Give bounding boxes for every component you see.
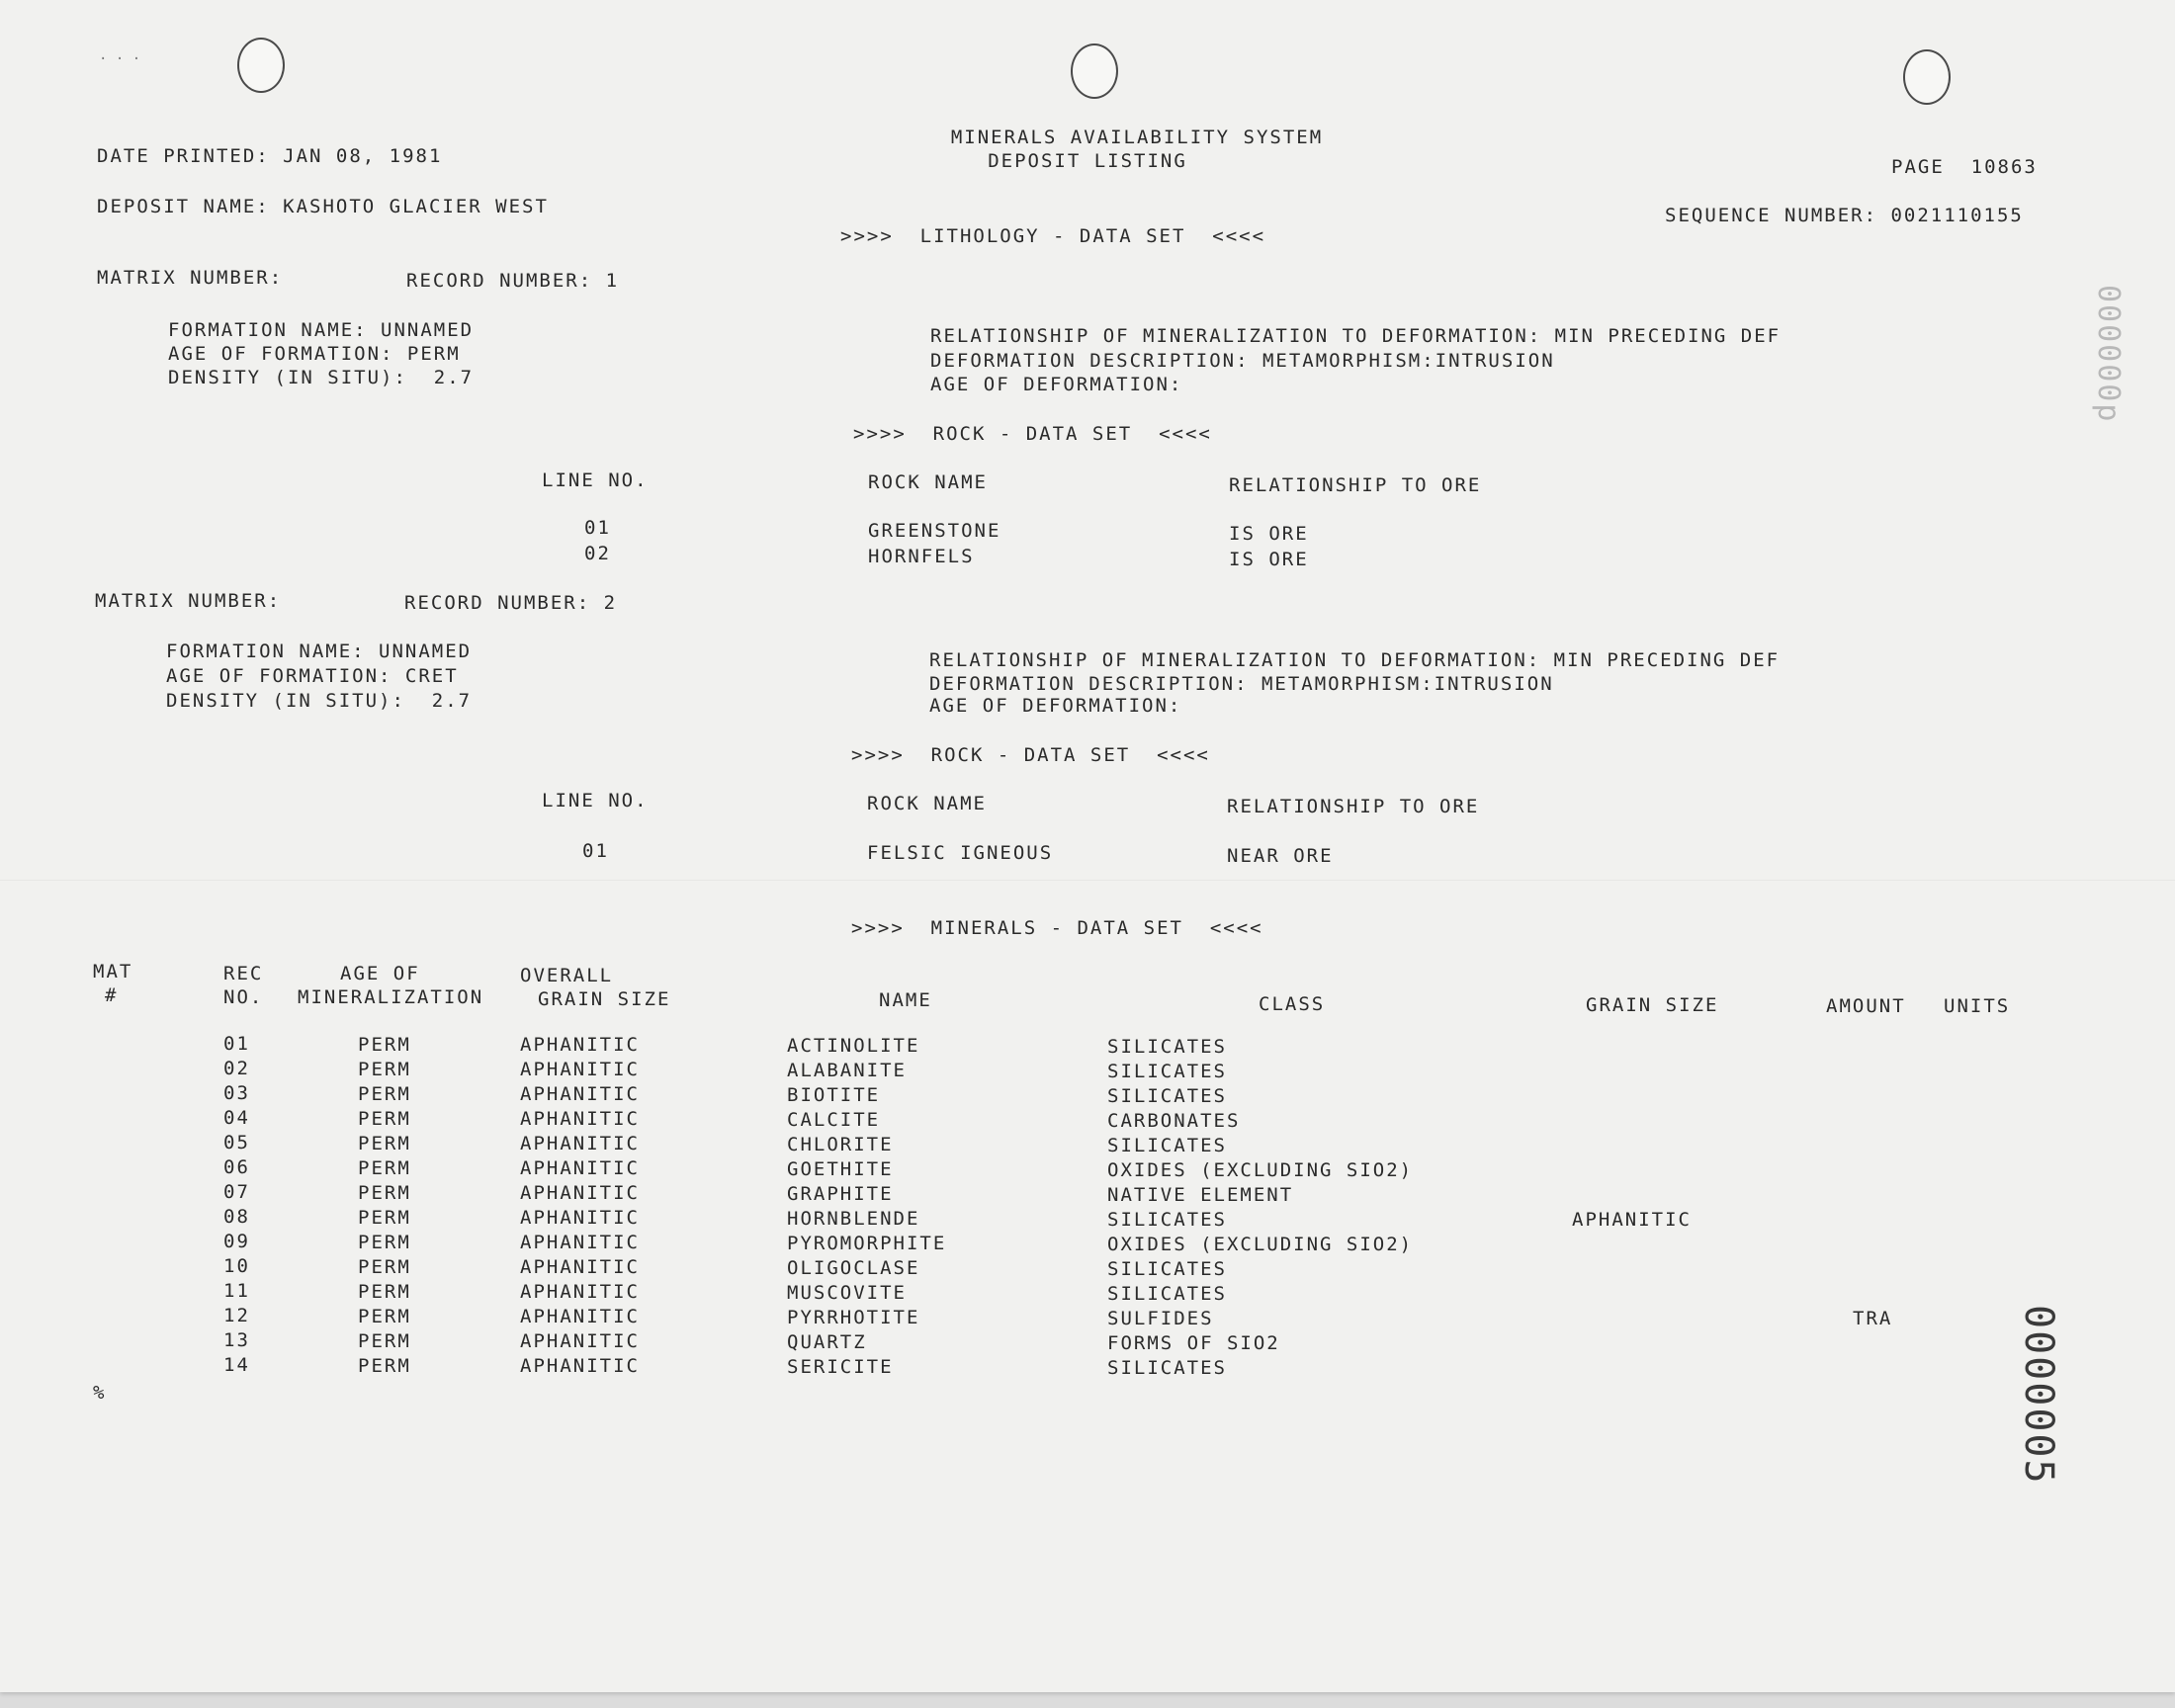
rock-name: HORNFELS [868, 546, 975, 567]
rock-line-no: 01 [584, 517, 611, 539]
cell-class: SILICATES [1107, 1209, 1227, 1231]
mat-percent-mark: % [93, 1382, 107, 1404]
cell-overall-grain-size: APHANITIC [520, 1256, 640, 1278]
cell-rec: 03 [223, 1082, 250, 1104]
cell-class: OXIDES (EXCLUDING SIO2) [1107, 1159, 1414, 1181]
cell-age: PERM [358, 1281, 411, 1303]
cell-rec: 08 [223, 1206, 250, 1228]
cell-class: SILICATES [1107, 1357, 1227, 1379]
cell-age: PERM [358, 1355, 411, 1377]
cell-rec: 11 [223, 1280, 250, 1302]
col-rock-name: ROCK NAME [868, 471, 988, 493]
col-class: CLASS [1259, 993, 1326, 1015]
side-faint-stamp: 000000p [2091, 285, 2126, 424]
cell-rec: 01 [223, 1033, 250, 1055]
date-printed: DATE PRINTED: JAN 08, 1981 [97, 145, 443, 167]
cell-overall-grain-size: APHANITIC [520, 1355, 640, 1377]
cell-rec: 06 [223, 1156, 250, 1178]
cell-age: PERM [358, 1157, 411, 1179]
cell-class: SILICATES [1107, 1036, 1227, 1058]
col-amount: AMOUNT [1826, 995, 1906, 1017]
age-of-formation: AGE OF FORMATION: CRET [166, 665, 459, 687]
mineralization-relationship: RELATIONSHIP OF MINERALIZATION TO DEFORMATION: MIN PRECEDING DEF [929, 649, 1781, 671]
rock-relationship: IS ORE [1229, 523, 1309, 545]
col-line-no: LINE NO. [542, 790, 649, 811]
cell-mineral-name: SERICITE [787, 1356, 894, 1378]
cell-class: SILICATES [1107, 1283, 1227, 1305]
rock-name: GREENSTONE [868, 520, 1001, 542]
cell-mineral-name: BIOTITE [787, 1084, 881, 1106]
cell-age: PERM [358, 1034, 411, 1056]
cell-age: PERM [358, 1232, 411, 1253]
cell-class: SULFIDES [1107, 1308, 1214, 1329]
cell-overall-grain-size: APHANITIC [520, 1232, 640, 1253]
cell-age: PERM [358, 1083, 411, 1105]
side-stamp-number: 0000005 [2016, 1305, 2061, 1486]
page-number: PAGE 10863 [1891, 156, 2038, 178]
cell-age: PERM [358, 1330, 411, 1352]
cell-class: SILICATES [1107, 1135, 1227, 1156]
cell-amount: TRA [1853, 1308, 1893, 1329]
cell-mineral-name: MUSCOVITE [787, 1282, 907, 1304]
formation-name: FORMATION NAME: UNNAMED [166, 640, 473, 662]
rock-line-no: 02 [584, 543, 611, 564]
cell-rec: 09 [223, 1231, 250, 1252]
rock-data-set-heading: >>>> ROCK - DATA SET <<<< [851, 744, 1210, 766]
cell-overall-grain-size: APHANITIC [520, 1133, 640, 1154]
cell-mineral-name: QUARTZ [787, 1331, 867, 1353]
cell-grain-size: APHANITIC [1572, 1209, 1692, 1231]
cell-rec: 07 [223, 1181, 250, 1203]
cell-mineral-name: PYRRHOTITE [787, 1307, 920, 1328]
cell-overall-grain-size: APHANITIC [520, 1034, 640, 1056]
col-rec: REC [223, 963, 264, 984]
cell-rec: 13 [223, 1329, 250, 1351]
cell-overall-grain-size: APHANITIC [520, 1306, 640, 1327]
density: DENSITY (IN SITU): 2.7 [168, 367, 475, 388]
col-name: NAME [879, 989, 932, 1011]
cell-age: PERM [358, 1133, 411, 1154]
cell-rec: 14 [223, 1354, 250, 1376]
cell-overall-grain-size: APHANITIC [520, 1330, 640, 1352]
cell-mineral-name: ACTINOLITE [787, 1035, 920, 1057]
system-title: MINERALS AVAILABILITY SYSTEM [950, 127, 1324, 148]
sequence-number: SEQUENCE NUMBER: 0021110155 [1665, 205, 2024, 226]
col-overall: OVERALL [520, 965, 614, 986]
speck-mark: · · · [99, 51, 141, 67]
cell-rec: 02 [223, 1058, 250, 1079]
age-of-formation: AGE OF FORMATION: PERM [168, 343, 461, 365]
mineralization-relationship: RELATIONSHIP OF MINERALIZATION TO DEFORMATION: MIN PRECEDING DEF [930, 325, 1782, 347]
record-number: RECORD NUMBER: 1 [406, 270, 620, 292]
rock-data-set-heading: >>>> ROCK - DATA SET <<<< [853, 423, 1212, 445]
matrix-number-label: MATRIX NUMBER: [97, 267, 284, 289]
punch-hole-left [237, 38, 285, 93]
col-mineralization: MINERALIZATION [298, 986, 484, 1008]
col-rec-no: NO. [223, 986, 264, 1008]
cell-age: PERM [358, 1182, 411, 1204]
cell-mineral-name: PYROMORPHITE [787, 1233, 947, 1254]
col-relationship-to-ore: RELATIONSHIP TO ORE [1227, 796, 1480, 817]
cell-overall-grain-size: APHANITIC [520, 1157, 640, 1179]
listing-title: DEPOSIT LISTING [988, 150, 1187, 172]
deformation-description: DEFORMATION DESCRIPTION: METAMORPHISM:INTRUSION [929, 673, 1554, 695]
col-relationship-to-ore: RELATIONSHIP TO ORE [1229, 474, 1482, 496]
cell-overall-grain-size: APHANITIC [520, 1182, 640, 1204]
rock-relationship: NEAR ORE [1227, 845, 1334, 867]
cell-mineral-name: GOETHITE [787, 1158, 894, 1180]
cell-overall-grain-size: APHANITIC [520, 1108, 640, 1130]
minerals-data-set-heading: >>>> MINERALS - DATA SET <<<< [851, 917, 1263, 939]
cell-mineral-name: CHLORITE [787, 1134, 894, 1155]
col-mat-hash: # [105, 984, 119, 1006]
formation-name: FORMATION NAME: UNNAMED [168, 319, 475, 341]
rock-line-no: 01 [582, 840, 609, 862]
rock-relationship: IS ORE [1229, 549, 1309, 570]
cell-age: PERM [358, 1306, 411, 1327]
cell-mineral-name: ALABANITE [787, 1060, 907, 1081]
cell-class: SILICATES [1107, 1085, 1227, 1107]
cell-overall-grain-size: APHANITIC [520, 1281, 640, 1303]
cell-class: CARBONATES [1107, 1110, 1241, 1132]
cell-rec: 10 [223, 1255, 250, 1277]
cell-overall-grain-size: APHANITIC [520, 1059, 640, 1080]
col-grain-size: GRAIN SIZE [1586, 994, 1719, 1016]
col-rock-name: ROCK NAME [867, 793, 987, 814]
cell-mineral-name: CALCITE [787, 1109, 881, 1131]
col-mat: MAT [93, 961, 133, 982]
cell-rec: 04 [223, 1107, 250, 1129]
density: DENSITY (IN SITU): 2.7 [166, 690, 473, 712]
fold-line [0, 880, 2175, 881]
matrix-number-label: MATRIX NUMBER: [95, 590, 282, 612]
col-units: UNITS [1944, 995, 2011, 1017]
cell-age: PERM [358, 1108, 411, 1130]
cell-class: SILICATES [1107, 1258, 1227, 1280]
lithology-heading: >>>> LITHOLOGY - DATA SET <<<< [840, 225, 1266, 247]
rock-name: FELSIC IGNEOUS [867, 842, 1054, 864]
cell-class: FORMS OF SIO2 [1107, 1332, 1280, 1354]
deformation-description: DEFORMATION DESCRIPTION: METAMORPHISM:INTRUSION [930, 350, 1555, 372]
cell-class: OXIDES (EXCLUDING SIO2) [1107, 1234, 1414, 1255]
record-number: RECORD NUMBER: 2 [404, 592, 618, 614]
cell-age: PERM [358, 1207, 411, 1229]
punch-hole-center [1071, 43, 1118, 99]
cell-mineral-name: OLIGOCLASE [787, 1257, 920, 1279]
cell-mineral-name: GRAPHITE [787, 1183, 894, 1205]
punch-hole-right [1903, 49, 1951, 105]
col-grain-size-overall: GRAIN SIZE [538, 988, 671, 1010]
age-of-deformation: AGE OF DEFORMATION: [930, 374, 1183, 395]
age-of-deformation: AGE OF DEFORMATION: [929, 695, 1182, 717]
cell-overall-grain-size: APHANITIC [520, 1083, 640, 1105]
cell-age: PERM [358, 1256, 411, 1278]
cell-mineral-name: HORNBLENDE [787, 1208, 920, 1230]
deposit-name: DEPOSIT NAME: KASHOTO GLACIER WEST [97, 196, 549, 217]
cell-class: NATIVE ELEMENT [1107, 1184, 1294, 1206]
col-age-of: AGE OF [340, 963, 420, 984]
cell-overall-grain-size: APHANITIC [520, 1207, 640, 1229]
col-line-no: LINE NO. [542, 470, 649, 491]
cell-rec: 12 [223, 1305, 250, 1326]
cell-rec: 05 [223, 1132, 250, 1153]
cell-class: SILICATES [1107, 1061, 1227, 1082]
cell-age: PERM [358, 1059, 411, 1080]
